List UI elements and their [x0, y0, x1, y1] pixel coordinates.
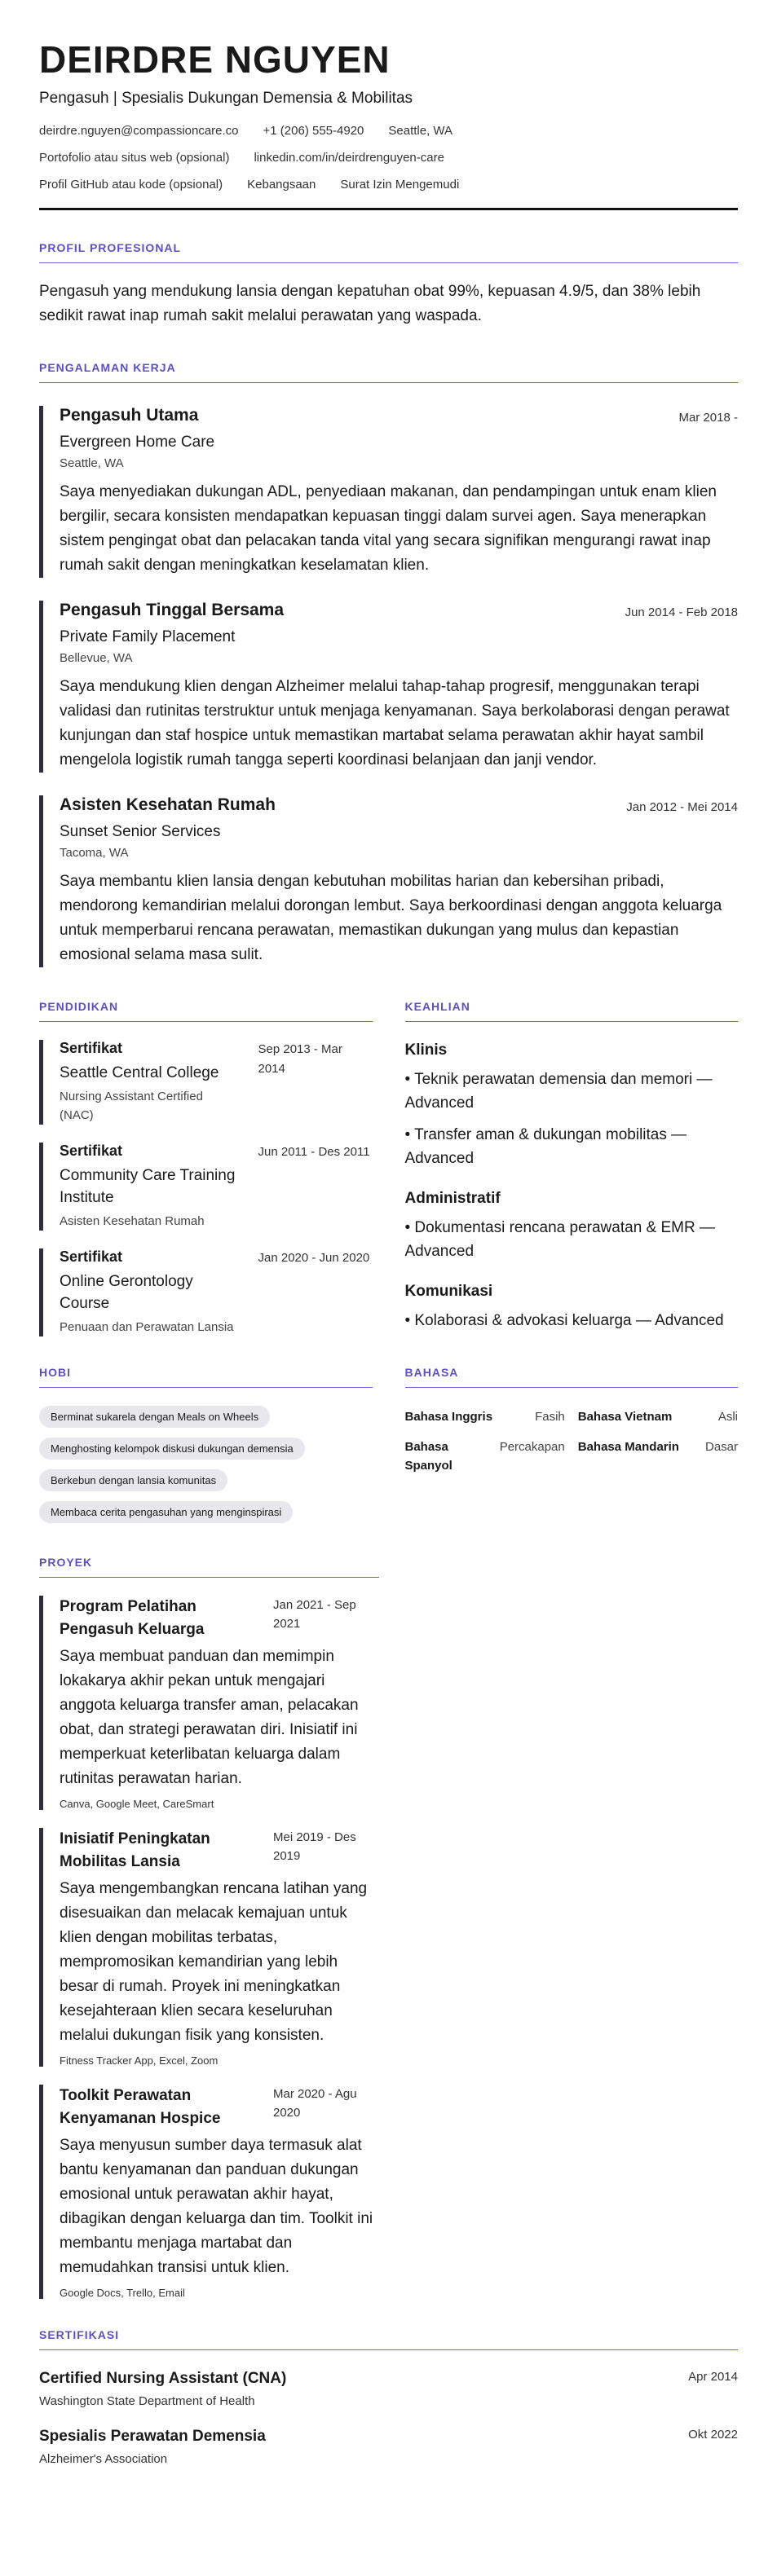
job-location: Tacoma, WA — [60, 846, 129, 860]
education-item — [39, 1143, 373, 1231]
project-title: Program Pelatihan Pengasuh Keluarga — [60, 1598, 205, 1638]
education-item — [39, 1248, 373, 1336]
languages-section — [405, 1366, 739, 1523]
education-dates: Sep 2013 - Mar 2014 — [258, 1042, 342, 1076]
candidate-name: DEIRDRE NGUYEN — [39, 38, 391, 81]
project-tools: Fitness Tracker App, Excel, Zoom — [60, 2054, 219, 2067]
project-description: Saya mengembangkan rencana latihan yang disesuaikan dan melacak kemajuan untuk klien dengan mobilitas terbatas, mempromosikan kemandirian yang lebih besar di rumah. Proyek ini meningkatkan kesejahteraan klien secara keseluruhan melalui dukungan fisik yang konsisten. — [60, 1880, 368, 2044]
certification-issuer: Alzheimer's Association — [39, 2452, 168, 2466]
company-name: Evergreen Home Care — [60, 434, 215, 451]
linkedin-link[interactable]: linkedin.com/in/deirdrenguyen-care — [254, 151, 444, 165]
portfolio-link[interactable]: Portofolio atau situs web (opsional) — [39, 151, 230, 165]
certification-date: Okt 2022 — [688, 2428, 738, 2442]
headline: Pengasuh | Spesialis Dukungan Demensia & Mobilitas — [39, 90, 413, 107]
skill-item: • Teknik perawatan demensia dan memori — Advanced — [404, 1071, 713, 1112]
school-name: Online Gerontology Course — [60, 1273, 193, 1312]
hobbies-section — [39, 1366, 373, 1523]
job-title: Pengasuh Tinggal Bersama — [60, 601, 285, 619]
job-description: Saya menyediakan dukungan ADL, penyediaan makanan, dan pendampingan untuk enam klien bergilir, secara konsisten mendapatkan kepuasan tinggi dalam survei agen. Saya menerapkan sistem pengingat obat dan pelacakan tanda vital yang secara signifikan mengurangi rawat inap rumah sakit dengan meningkatkan keselamatan klien. — [60, 483, 717, 574]
certification-name: Spesialis Perawatan Demensia — [39, 2428, 266, 2445]
hobby-chip: Membaca cerita pengasuhan yang menginspirasi — [39, 1501, 293, 1523]
language-item — [578, 1438, 738, 1475]
project-title: Toolkit Perawatan Kenyamanan Hospice — [60, 2087, 221, 2127]
section-title-experience: PENGALAMAN KERJA — [39, 361, 738, 383]
skill-item: • Transfer aman & dukungan mobilitas — Advanced — [404, 1126, 687, 1167]
skill-item: • Kolaborasi & advokasi keluarga — Advanced — [404, 1312, 724, 1329]
company-name: Sunset Senior Services — [60, 823, 221, 840]
certifications-section — [39, 2328, 738, 2466]
language-level: Fasih — [535, 1410, 565, 1424]
skills-section — [405, 1000, 739, 1336]
job-title: Pengasuh Utama — [60, 406, 199, 425]
certification-date: Apr 2014 — [688, 2370, 738, 2384]
skill-category: Administratif — [404, 1190, 501, 1207]
experience-item — [39, 406, 738, 578]
language-level: Dasar — [704, 1440, 738, 1454]
summary-section — [39, 241, 738, 328]
education-section — [39, 1000, 373, 1336]
language-name: Bahasa Spanyol — [404, 1440, 453, 1473]
language-name: Bahasa Inggris — [404, 1410, 493, 1424]
project-item — [39, 2085, 379, 2299]
project-tools: Google Docs, Trello, Email — [60, 2287, 185, 2299]
certification-issuer: Washington State Department of Health — [39, 2394, 255, 2408]
drivers-license: Surat Izin Mengemudi — [340, 178, 460, 192]
education-dates: Jan 2020 - Jun 2020 — [258, 1251, 370, 1265]
experience-item — [39, 795, 738, 967]
language-item — [578, 1407, 738, 1426]
projects-section — [39, 1556, 379, 2299]
section-title-education: PENDIDIKAN — [39, 1000, 373, 1022]
section-title-languages: BAHASA — [405, 1366, 739, 1388]
job-dates: Jun 2014 - Feb 2018 — [625, 605, 738, 619]
education-item — [39, 1040, 373, 1125]
project-item — [39, 1828, 379, 2067]
links-row — [39, 151, 738, 165]
job-description: Saya membantu klien lansia dengan kebutuhan mobilitas harian dan kebersihan pribadi, mendorong kemandirian melalui dorongan lembut. Saya berkoordinasi dengan anggota keluarga untuk memperbarui rencana perawatan, memastikan dukungan yang mulus dan kepastian emosional selama masa sulit. — [60, 873, 722, 963]
section-title-skills: KEAHLIAN — [405, 1000, 739, 1022]
field-of-study: Nursing Assistant Certified (NAC) — [60, 1090, 203, 1122]
certification-item — [39, 2428, 738, 2466]
project-description: Saya menyusun sumber daya termasuk alat bantu kenyamanan dan panduan dukungan emosional untuk perawatan akhir hayat, dibagikan dengan keluarga dan tim. Toolkit ini membantu menjaga martabat dan memudahkan transisi untuk klien. — [60, 2137, 373, 2276]
skill-category: Komunikasi — [404, 1283, 493, 1300]
project-tools: Canva, Google Meet, CareSmart — [60, 1798, 214, 1810]
job-location: Seattle, WA — [60, 456, 124, 470]
certification-name: Certified Nursing Assistant (CNA) — [39, 2370, 287, 2387]
skill-item: • Dokumentasi rencana perawatan & EMR — Advanced — [404, 1219, 715, 1260]
project-dates: Mar 2020 - Agu 2020 — [273, 2087, 357, 2120]
experience-section — [39, 361, 738, 967]
hobby-chip: Menghosting kelompok diskusi dukungan demensia — [39, 1438, 305, 1460]
hobbies-languages-row — [39, 1366, 738, 1523]
degree: Sertifikat — [60, 1248, 123, 1265]
language-item — [405, 1407, 565, 1426]
field-of-study: Asisten Kesehatan Rumah — [60, 1214, 205, 1228]
location: Seattle, WA — [388, 124, 453, 138]
job-dates: Jan 2012 - Mei 2014 — [626, 800, 738, 814]
extra-info-row — [39, 178, 738, 192]
contact-row — [39, 124, 738, 138]
nationality: Kebangsaan — [247, 178, 316, 192]
language-level: Asli — [717, 1410, 738, 1424]
company-name: Private Family Placement — [60, 628, 236, 645]
education-dates: Jun 2011 - Des 2011 — [258, 1145, 370, 1159]
field-of-study: Penuaan dan Perawatan Lansia — [60, 1320, 234, 1334]
project-dates: Jan 2021 - Sep 2021 — [273, 1598, 356, 1631]
certification-item — [39, 2370, 738, 2408]
language-level: Percakapan — [499, 1440, 565, 1454]
job-description: Saya mendukung klien dengan Alzheimer melalui tahap-tahap progresif, menggunakan terapi validasi dan rutinitas terstruktur untuk menjaga kenyamanan. Saya berkolaborasi dengan perawat kunjungan dan staf hospice untuk memastikan martabat selama perawatan akhir hayat sambil mengelola logistik rumah tangga seperti koordinasi belanjaan dan janji vendor. — [60, 678, 730, 768]
section-title-certifications: SERTIFIKASI — [39, 2328, 738, 2350]
section-title-hobbies: HOBI — [39, 1366, 373, 1388]
section-title-summary: PROFIL PROFESIONAL — [39, 241, 738, 263]
degree: Sertifikat — [60, 1143, 123, 1159]
email-link[interactable]: deirdre.nguyen@compassioncare.co — [39, 124, 239, 138]
school-name: Seattle Central College — [60, 1064, 219, 1081]
job-dates: Mar 2018 - — [678, 411, 738, 425]
degree: Sertifikat — [60, 1040, 123, 1056]
job-title: Asisten Kesehatan Rumah — [60, 795, 276, 814]
header-divider — [39, 208, 738, 210]
school-name: Community Care Training Institute — [60, 1167, 236, 1206]
section-title-projects: PROYEK — [39, 1556, 379, 1578]
phone-number: +1 (206) 555-4920 — [263, 124, 364, 138]
experience-item — [39, 601, 738, 773]
project-item — [39, 1596, 379, 1810]
summary-text: Pengasuh yang mendukung lansia dengan kepatuhan obat 99%, kepuasan 4.9/5, dan 38% lebih sedikit rawat inap rumah sakit melalui perawatan yang waspada. — [39, 283, 701, 324]
skill-category: Klinis — [404, 1041, 448, 1059]
project-description: Saya membuat panduan dan memimpin lokakarya akhir pekan untuk mengajari anggota keluarga transfer aman, pelacakan obat, dan strategi perawatan diri. Inisiatif ini memperkuat keterlibatan keluarga dalam rutinitas perawatan harian. — [60, 1648, 359, 1787]
github-link[interactable]: Profil GitHub atau kode (opsional) — [39, 178, 223, 192]
hobby-chip: Berminat sukarela dengan Meals on Wheels — [39, 1406, 270, 1428]
resume-header — [39, 38, 738, 210]
language-item — [405, 1438, 565, 1475]
project-title: Inisiatif Peningkatan Mobilitas Lansia — [60, 1830, 210, 1870]
project-dates: Mei 2019 - Des 2019 — [273, 1830, 356, 1863]
language-name: Bahasa Vietnam — [577, 1410, 673, 1424]
education-skills-row — [39, 1000, 738, 1336]
job-location: Bellevue, WA — [60, 651, 133, 665]
language-name: Bahasa Mandarin — [577, 1440, 679, 1454]
hobby-chip: Berkebun dengan lansia komunitas — [39, 1469, 227, 1491]
